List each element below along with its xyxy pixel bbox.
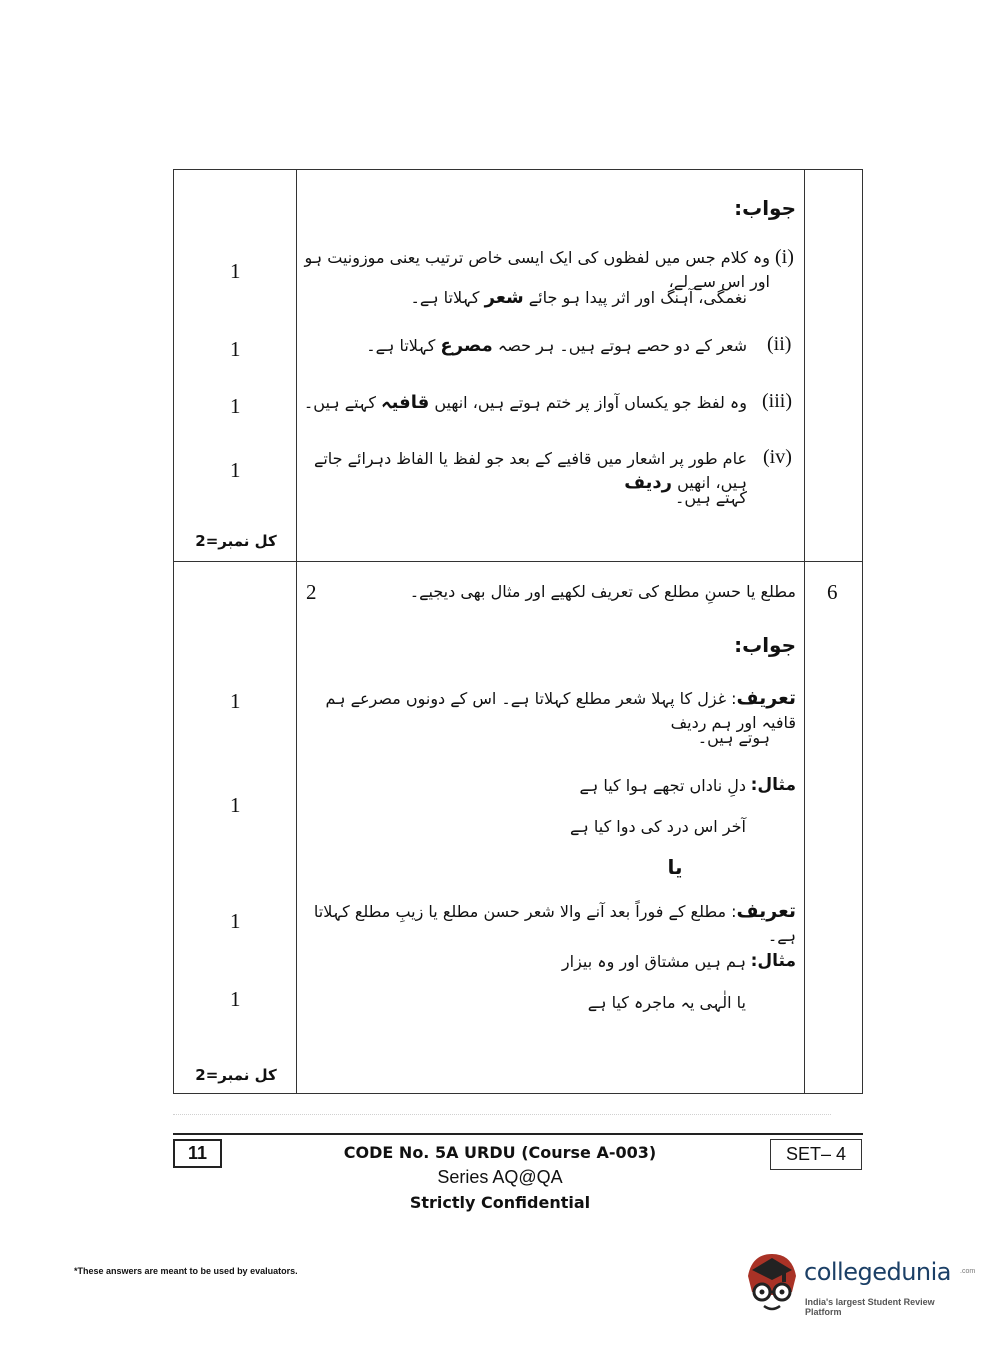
q6-example-1-mark: 1 <box>230 793 241 817</box>
q5-item-iv-line1: عام طور پر اشعار میں قافیے کے بعد جو لفظ یا الفاظ دہرائے جاتے ہیں، انھیں ردیف <box>313 449 747 493</box>
q5-item-iii-number: (iii) <box>762 390 792 412</box>
q5-item-ii-mark: 1 <box>230 337 241 361</box>
q6-definition-2: تعریف: مطلع کے فوراً بعد آنے والا شعر حسن مطلع یا زیبِ مطلع کہلاتا ہے۔ <box>313 900 796 945</box>
term-sher: شعر <box>484 287 524 308</box>
q6-total-marks: کل نمبر=2 <box>195 1066 277 1084</box>
q5-item-i-line2: نغمگی، آہنگ اور اثر پیدا ہو جائے شعر کہلاتا ہے۔ <box>410 287 747 308</box>
q6-example-2-line1: ہم ہیں مشتاق اور وہ بیزار <box>561 952 746 971</box>
footer-dotted-line <box>173 1114 831 1115</box>
logo-suffix: .com <box>960 1268 976 1275</box>
q5-item-iv-number: (iv) <box>763 446 792 468</box>
q6-marks: 2 <box>306 580 317 604</box>
q6-example-2-mark: 1 <box>230 987 241 1011</box>
q6-number: 6 <box>827 580 838 604</box>
q6-definition-1-label: تعریف <box>736 687 796 709</box>
mascot-icon <box>742 1248 802 1320</box>
q5-item-iv-mark: 1 <box>230 458 241 482</box>
q6-question: مطلع یا حسنِ مطلع کی تعریف لکھیے اور مثال بھی دیجیے۔ <box>409 582 796 601</box>
q6-definition-2-mark: 1 <box>230 909 241 933</box>
q5-item-i-number: (i) <box>775 246 794 268</box>
q5-answer-heading: جواب: <box>734 196 796 220</box>
q6-example-2-label: مثال: <box>750 951 796 971</box>
q6-definition-2-label: تعریف <box>736 900 796 922</box>
q6-definition-1-line1: تعریف: غزل کا پہلا شعر مطلع کہلاتا ہے۔ اس کے دونوں مصرعے ہم قافیہ اور ہم ردیف <box>325 687 796 732</box>
table-divider-qnum <box>804 170 805 1093</box>
confidential-label: Strictly Confidential <box>409 1193 591 1212</box>
term-qafia: قافیہ <box>381 392 430 413</box>
q6-example-2-line2: یا الٰہی یہ ماجرہ کیا ہے <box>587 993 746 1012</box>
logo-tagline: India's largest Student Review Platform <box>805 1297 935 1317</box>
page-number: 11 <box>173 1139 222 1168</box>
q5-item-i-mark: 1 <box>230 259 241 283</box>
q5-total-marks: کل نمبر=2 <box>195 532 277 550</box>
q6-definition-1-mark: 1 <box>230 689 241 713</box>
q5-item-iii-mark: 1 <box>230 394 241 418</box>
q5-item-iii-text: وہ لفظ جو یکساں آواز پر ختم ہوتے ہیں، انھیں قافیہ کہتے ہیں۔ <box>303 392 747 413</box>
term-misra: مصرع <box>440 335 493 356</box>
q6-or-separator: یا <box>667 855 683 879</box>
q5-item-iv-line2: کہتے ہیں۔ <box>674 488 747 507</box>
set-label: SET– 4 <box>770 1139 862 1170</box>
q5-item-ii-number: (ii) <box>767 333 792 355</box>
q6-answer-heading: جواب: <box>734 633 796 657</box>
collegedunia-logo <box>742 1248 976 1320</box>
q6-definition-1-line2: ہوتے ہیں۔ <box>697 728 770 747</box>
footer-rule <box>173 1133 863 1135</box>
evaluator-disclaimer: *These answers are meant to be used by evaluators. <box>74 1266 298 1276</box>
q6-example-1-line2: آخر اس درد کی دوا کیا ہے <box>570 817 746 836</box>
q6-example-1-label: مثال: <box>750 775 796 795</box>
q5-item-i-line1: وہ کلام جس میں لفظوں کی ایک ایسی خاص ترتیب یعنی موزونیت ہو اور اس سے لے، <box>304 248 770 291</box>
paper-code: CODE No. 5A URDU (Course A-003) <box>343 1143 657 1162</box>
table-divider-marks <box>296 170 297 1093</box>
q6-example-1-line1: دلِ ناداں تجھے ہوا کیا ہے <box>579 776 746 795</box>
logo-wordmark: collegedunia <box>804 1258 952 1286</box>
table-row-divider <box>174 561 862 562</box>
q5-item-ii-text: شعر کے دو حصے ہوتے ہیں۔ ہر حصہ مصرع کہلاتا ہے۔ <box>366 335 747 356</box>
series-label: Series AQ@QA <box>437 1167 563 1187</box>
term-radeef: ردیف <box>624 472 672 493</box>
